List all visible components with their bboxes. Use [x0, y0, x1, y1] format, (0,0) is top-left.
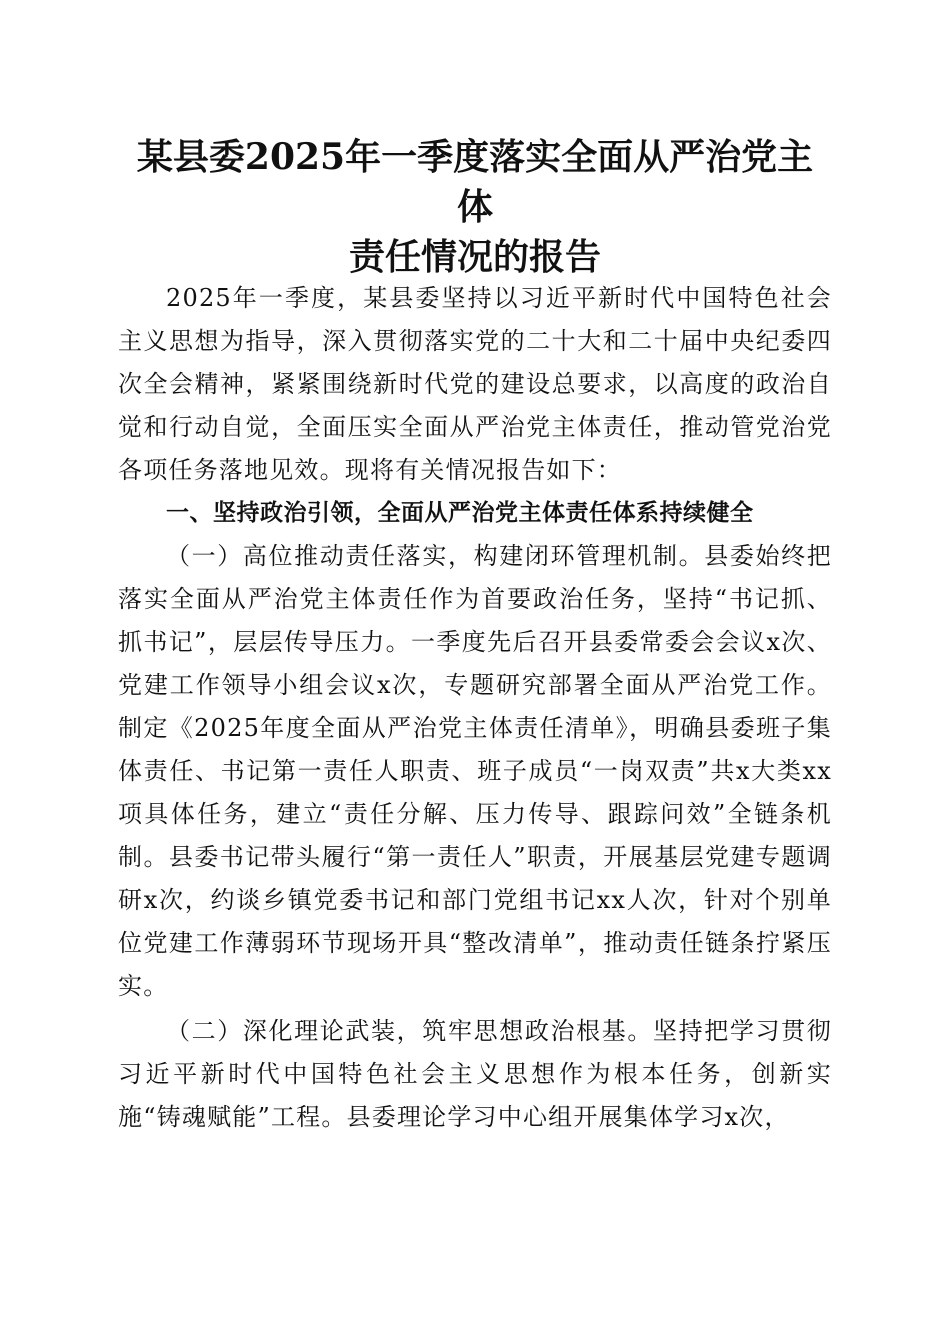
document-title — [120, 132, 830, 282]
intro-paragraph: 2025年一季度，某县委坚持以习近平新时代中国特色社会主义思想为指导，深入贯彻落实党的二十大和二十届中央纪委四次全会精神，紧紧围绕新时代党的建设总要求，以高度的政治自觉和行动自觉，全面压实全面从严治党主体责任，推动管党治党各项任务落地见效。现将有关情况报告如下： — [118, 284, 832, 484]
title-line-1: 某县委2025年一季度落实全面从严治党主体 — [136, 136, 814, 228]
title-line-2: 责任情况的报告 — [348, 236, 601, 278]
section1-item2-paragraph — [118, 1010, 832, 1139]
item2-text: 坚持把学习贯彻习近平新时代中国特色社会主义思想作为根本任务，创新实施“铸魂赋能”工程。县委理论学习中心组开展集体学习x次， — [118, 1017, 832, 1131]
section-heading-1: 一、坚持政治引领，全面从严治党主体责任体系持续健全 — [166, 500, 754, 526]
document-body — [118, 277, 832, 1139]
item2-lead: （二）深化理论武装，筑牢思想政治根基。 — [166, 1017, 653, 1045]
item1-text: 县委始终把落实全面从严治党主体责任作为首要政治任务，坚持“书记抓、抓书记”，层层传导压力。一季度先后召开县委常委会会议x次、党建工作领导小组会议x次，专题研究部署全面从严治党工作。制定《2025年度全面从严治党主体责任清单》，明确县委班子集体责任、书记第一责任人职责、班子成员“一岗双责”共x大类xx项具体任务，建立“责任分解、压力传导、跟踪问效”全链条机制。县委书记带头履行“第一责任人”职责，开展基层党建专题调研x次，约谈乡镇党委书记和部门党组书记xx人次，针对个别单位党建工作薄弱环节现场开具“整改清单”，推动责任链条拧紧压实。 — [118, 542, 833, 1000]
item1-lead: （一）高位推动责任落实，构建闭环管理机制。 — [166, 542, 705, 570]
section1-item1-paragraph — [118, 535, 832, 1008]
